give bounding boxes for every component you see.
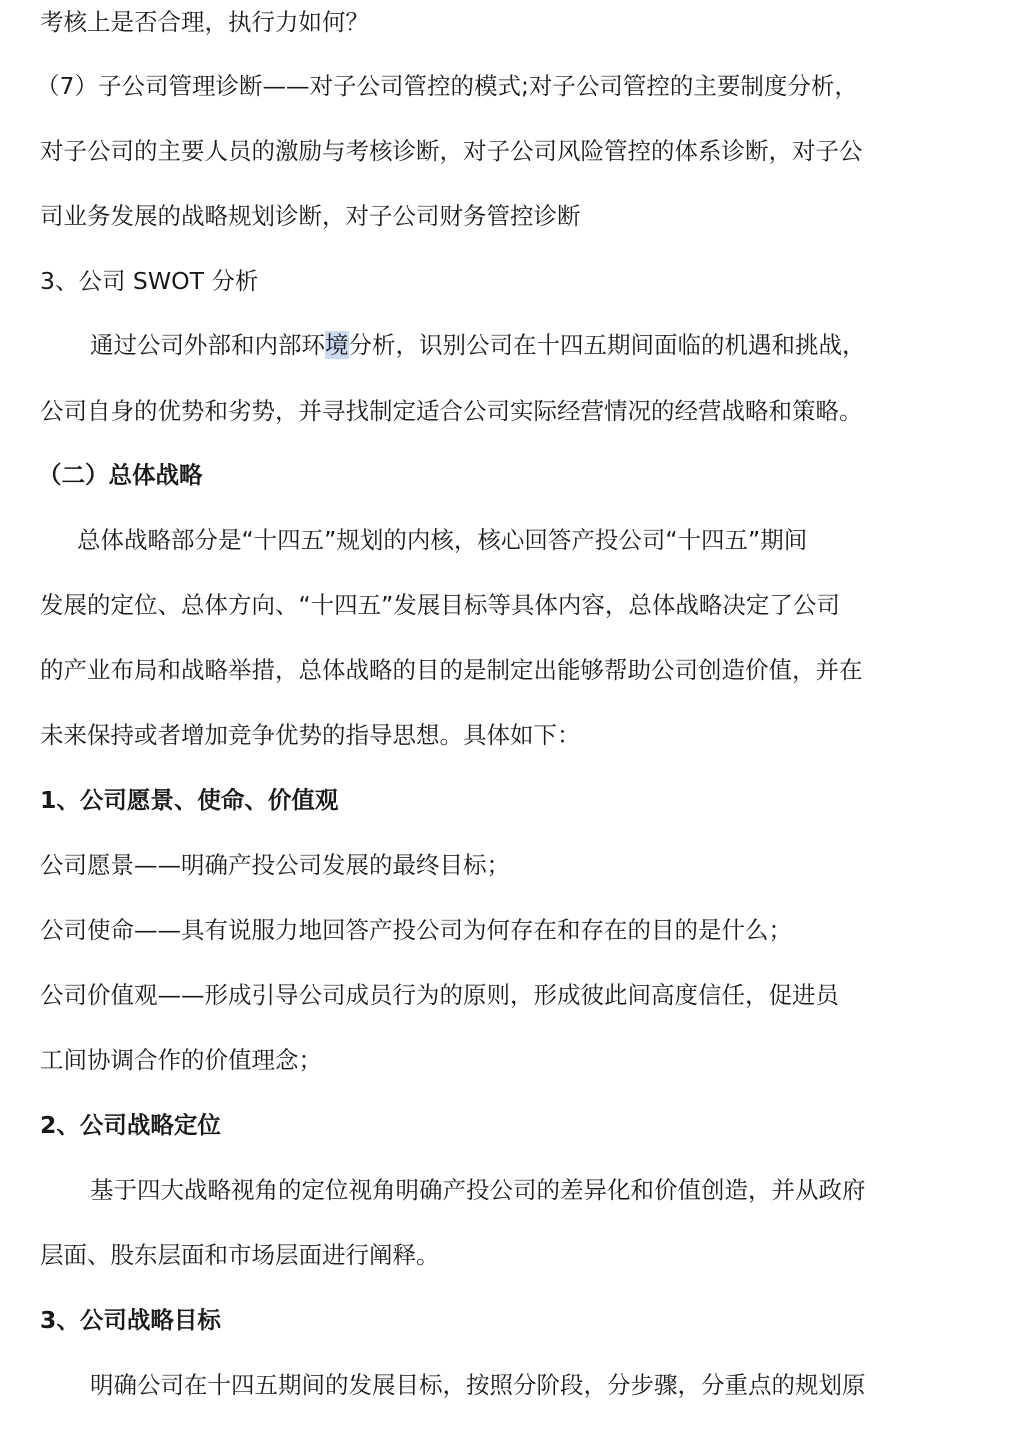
section-heading: 3、公司 SWOT 分析: [40, 267, 259, 295]
section-heading: 2、公司战略定位: [40, 1111, 221, 1139]
text-line: 层面、股东层面和市场层面进行阐释。: [40, 1241, 440, 1269]
text-span: 分析，识别公司在十四五期间面临的机遇和挑战，: [348, 331, 866, 359]
text-line: 公司价值观——形成引导公司成员行为的原则，形成彼此间高度信任，促进员: [40, 981, 839, 1009]
text-line: 公司使命——具有说服力地回答产投公司为何存在和存在的目的是什么；: [40, 916, 792, 944]
text-line: 工间协调合作的价值理念；: [40, 1046, 322, 1074]
text-line: 基于四大战略视角的定位视角明确产投公司的差异化和价值创造，并从政府: [90, 1176, 866, 1204]
text-line: [90, 329, 866, 361]
section-heading: （二）总体战略: [38, 461, 203, 489]
text-line: 明确公司在十四五期间的发展目标，按照分阶段，分步骤，分重点的规划原: [90, 1371, 866, 1399]
section-heading: 1、公司愿景、使命、价值观: [40, 786, 339, 814]
text-selection[interactable]: 境: [325, 331, 349, 359]
text-span: 通过公司外部和内部环: [90, 331, 325, 359]
text-line: 公司愿景——明确产投公司发展的最终目标；: [40, 851, 510, 879]
text-line: 考核上是否合理，执行力如何？: [40, 8, 369, 36]
text-line: 总体战略部分是“十四五”规划的内核，核心回答产投公司“十四五”期间: [77, 526, 808, 554]
text-line: 司业务发展的战略规划诊断，对子公司财务管控诊断: [40, 202, 581, 230]
text-line: （7）子公司管理诊断——对子公司管控的模式;对子公司管控的主要制度分析，: [36, 72, 858, 100]
text-line: 未来保持或者增加竞争优势的指导思想。具体如下：: [40, 721, 581, 749]
text-line: 公司自身的优势和劣势，并寻找制定适合公司实际经营情况的经营战略和策略。: [40, 397, 863, 425]
text-line: 对子公司的主要人员的激励与考核诊断，对子公司风险管控的体系诊断，对子公: [40, 137, 863, 165]
text-line: 的产业布局和战略举措，总体战略的目的是制定出能够帮助公司创造价值，并在: [40, 656, 863, 684]
text-line: 发展的定位、总体方向、“十四五”发展目标等具体内容，总体战略决定了公司: [40, 591, 840, 619]
section-heading: 3、公司战略目标: [40, 1306, 221, 1334]
